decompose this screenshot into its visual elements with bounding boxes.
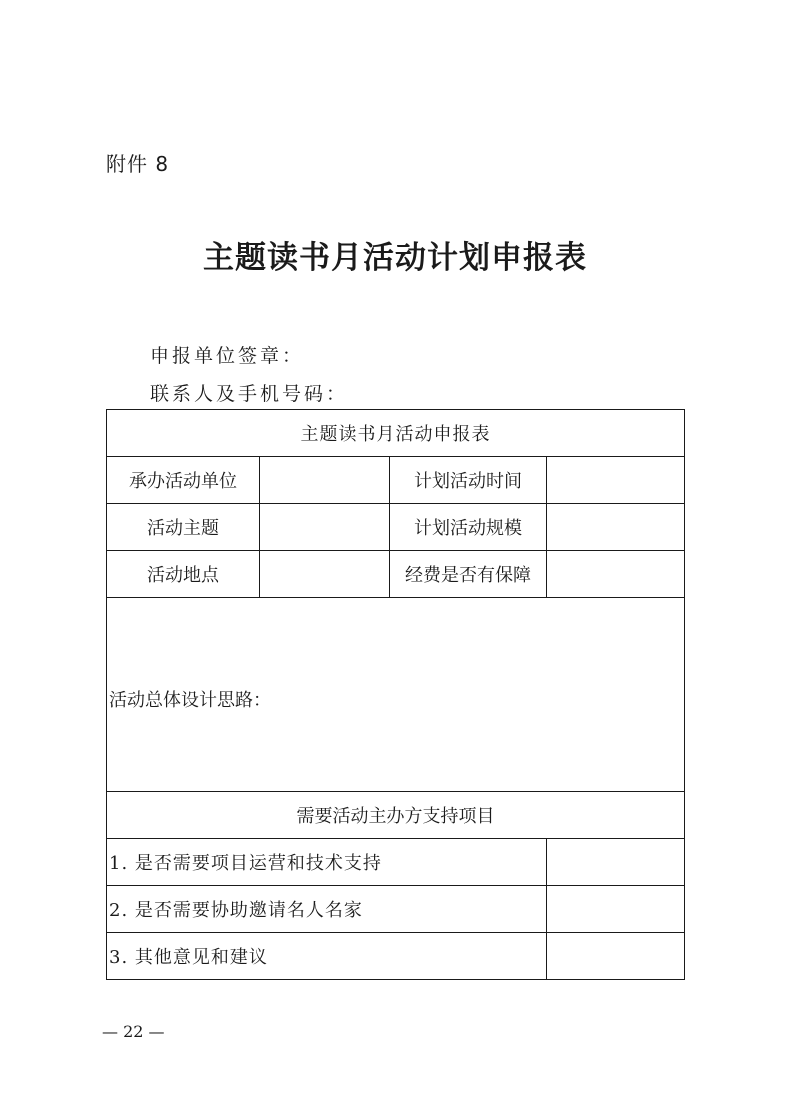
field-label-planned-scale: 计划活动规模 xyxy=(390,504,547,551)
design-cell[interactable] xyxy=(107,598,685,792)
field-value-host-unit[interactable] xyxy=(260,457,390,504)
support-item-answer[interactable] xyxy=(547,839,685,886)
field-value-theme[interactable] xyxy=(260,504,390,551)
field-value-planned-time[interactable] xyxy=(547,457,685,504)
application-form-table xyxy=(106,409,685,980)
page-number: — 22 — xyxy=(102,1022,165,1041)
document-title: 主题读书月活动计划申报表 xyxy=(203,240,587,276)
field-label-location: 活动地点 xyxy=(107,551,260,598)
field-label-host-unit: 承办活动单位 xyxy=(107,457,260,504)
support-title: 需要活动主办方支持项目 xyxy=(107,792,685,839)
support-item-label: 3. 其他意见和建议 xyxy=(107,933,547,980)
form-title-row xyxy=(107,410,685,457)
design-label: 活动总体设计思路： xyxy=(109,689,271,711)
support-item-answer[interactable] xyxy=(547,933,685,980)
field-label-theme: 活动主题 xyxy=(107,504,260,551)
contact-label: 联系人及手机号码： xyxy=(150,383,349,405)
form-table-title: 主题读书月活动申报表 xyxy=(107,410,685,457)
support-item-answer[interactable] xyxy=(547,886,685,933)
field-value-location[interactable] xyxy=(260,551,390,598)
support-item-label: 2. 是否需要协助邀请名人名家 xyxy=(107,886,547,933)
field-value-planned-scale[interactable] xyxy=(547,504,685,551)
unit-seal-label: 申报单位签章： xyxy=(150,345,305,367)
support-item-row xyxy=(107,839,685,886)
field-label-funding: 经费是否有保障 xyxy=(390,551,547,598)
attachment-label: 附件 8 xyxy=(106,152,170,176)
design-row xyxy=(107,598,685,792)
form-field-row xyxy=(107,504,685,551)
form-field-row xyxy=(107,457,685,504)
support-title-row xyxy=(107,792,685,839)
field-value-funding[interactable] xyxy=(547,551,685,598)
support-item-row xyxy=(107,933,685,980)
support-item-row xyxy=(107,886,685,933)
form-field-row xyxy=(107,551,685,598)
field-label-planned-time: 计划活动时间 xyxy=(390,457,547,504)
support-item-label: 1. 是否需要项目运营和技术支持 xyxy=(107,839,547,886)
